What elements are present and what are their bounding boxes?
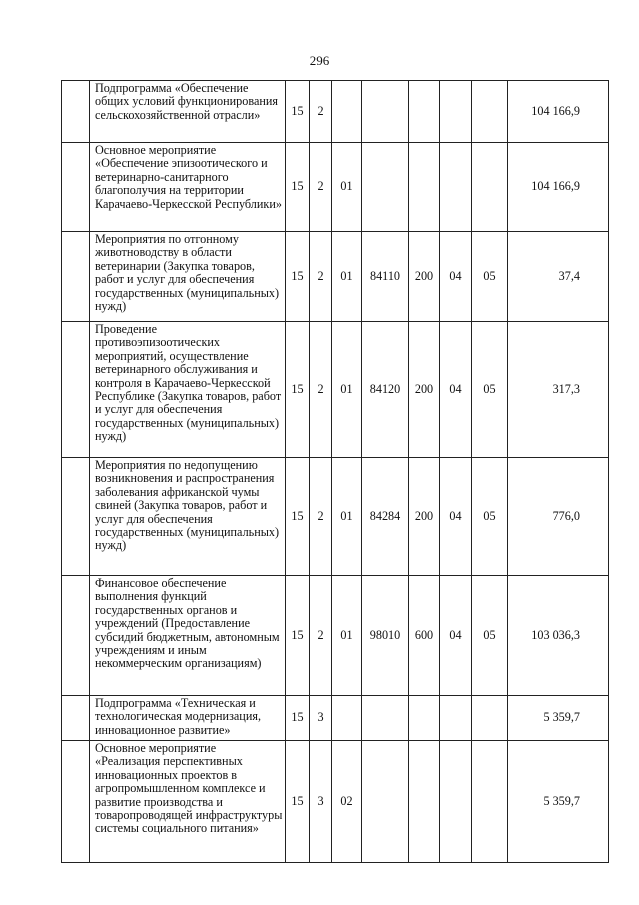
program-code: 15 xyxy=(286,143,310,232)
program-code: 15 xyxy=(286,696,310,741)
subsection-code: 05 xyxy=(472,322,508,458)
blank-cell xyxy=(62,232,90,322)
subprogram-code: 2 xyxy=(310,232,332,322)
table-row xyxy=(62,576,609,696)
amount: 317,3 xyxy=(508,322,609,458)
program-code: 15 xyxy=(286,458,310,576)
budget-table xyxy=(61,80,609,863)
direction-code xyxy=(362,81,409,143)
program-code: 15 xyxy=(286,232,310,322)
amount: 776,0 xyxy=(508,458,609,576)
subsection-code: 05 xyxy=(472,576,508,696)
subprogram-code: 3 xyxy=(310,741,332,863)
row-name: Проведение противоэпизоотических мероприятий, осуществление ветеринарного обслуживания и контроля в Карачаево-Черкесской Республике (Закупка товаров, работ и услуг для обеспечения государственных (муниципальных) нужд) xyxy=(90,322,286,458)
subprogram-code: 2 xyxy=(310,81,332,143)
row-name: Подпрограмма «Обеспечение общих условий функционирования сельскохозяйственной отрасли» xyxy=(90,81,286,143)
table-row xyxy=(62,322,609,458)
activity-code: 01 xyxy=(332,458,362,576)
program-code: 15 xyxy=(286,741,310,863)
table-body xyxy=(62,81,609,863)
blank-cell xyxy=(62,143,90,232)
table-row xyxy=(62,81,609,143)
table-row xyxy=(62,696,609,741)
section-code xyxy=(440,741,472,863)
program-code: 15 xyxy=(286,322,310,458)
activity-code: 01 xyxy=(332,576,362,696)
blank-cell xyxy=(62,81,90,143)
direction-code: 84120 xyxy=(362,322,409,458)
blank-cell xyxy=(62,322,90,458)
direction-code: 84284 xyxy=(362,458,409,576)
expense-type-code xyxy=(409,696,440,741)
program-code: 15 xyxy=(286,576,310,696)
subprogram-code: 2 xyxy=(310,143,332,232)
row-name: Мероприятия по недопущению возникновения и распространения заболевания африканской чумы свиней (Закупка товаров, работ и услуг для обеспечения государственных (муниципальных) нужд) xyxy=(90,458,286,576)
direction-code: 98010 xyxy=(362,576,409,696)
subprogram-code: 3 xyxy=(310,696,332,741)
row-name: Основное мероприятие «Реализация перспективных инновационных проектов в агропромышленном комплексе и развитие производства и товаропроводящей инфраструктуры системы социального питания» xyxy=(90,741,286,863)
activity-code: 01 xyxy=(332,143,362,232)
activity-code xyxy=(332,696,362,741)
amount: 103 036,3 xyxy=(508,576,609,696)
activity-code xyxy=(332,81,362,143)
table-row xyxy=(62,143,609,232)
subsection-code: 05 xyxy=(472,232,508,322)
row-name: Мероприятия по отгонному животноводству в области ветеринарии (Закупка товаров, работ и услуг для обеспечения государственных (муниципальных) нужд) xyxy=(90,232,286,322)
activity-code: 02 xyxy=(332,741,362,863)
direction-code xyxy=(362,741,409,863)
expense-type-code: 200 xyxy=(409,232,440,322)
subprogram-code: 2 xyxy=(310,322,332,458)
subprogram-code: 2 xyxy=(310,458,332,576)
expense-type-code: 200 xyxy=(409,458,440,576)
direction-code xyxy=(362,143,409,232)
row-name: Основное мероприятие «Обеспечение эпизоотического и ветеринарно-санитарного благополучия на территории Карачаево-Черкесской Республики» xyxy=(90,143,286,232)
section-code: 04 xyxy=(440,322,472,458)
blank-cell xyxy=(62,458,90,576)
section-code xyxy=(440,143,472,232)
subsection-code xyxy=(472,143,508,232)
subprogram-code: 2 xyxy=(310,576,332,696)
subsection-code xyxy=(472,696,508,741)
subsection-code: 05 xyxy=(472,458,508,576)
amount: 5 359,7 xyxy=(508,696,609,741)
section-code: 04 xyxy=(440,458,472,576)
expense-type-code: 200 xyxy=(409,322,440,458)
expense-type-code xyxy=(409,143,440,232)
expense-type-code xyxy=(409,741,440,863)
amount: 37,4 xyxy=(508,232,609,322)
section-code: 04 xyxy=(440,232,472,322)
expense-type-code: 600 xyxy=(409,576,440,696)
section-code xyxy=(440,81,472,143)
activity-code: 01 xyxy=(332,322,362,458)
direction-code: 84110 xyxy=(362,232,409,322)
page-number: 296 xyxy=(309,53,330,68)
table-row xyxy=(62,458,609,576)
program-code: 15 xyxy=(286,81,310,143)
table-row xyxy=(62,232,609,322)
section-code: 04 xyxy=(440,576,472,696)
activity-code: 01 xyxy=(332,232,362,322)
subsection-code xyxy=(472,741,508,863)
row-name: Финансовое обеспечение выполнения функций государственных органов и учреждений (Предоставление субсидий бюджетным, автономным учреждениям и иным некоммерческим организациям) xyxy=(90,576,286,696)
table-row xyxy=(62,741,609,863)
blank-cell xyxy=(62,741,90,863)
amount: 5 359,7 xyxy=(508,741,609,863)
direction-code xyxy=(362,696,409,741)
blank-cell xyxy=(62,576,90,696)
amount: 104 166,9 xyxy=(508,143,609,232)
blank-cell xyxy=(62,696,90,741)
row-name: Подпрограмма «Техническая и технологическая модернизация, инновационное развитие» xyxy=(90,696,286,741)
expense-type-code xyxy=(409,81,440,143)
amount: 104 166,9 xyxy=(508,81,609,143)
section-code xyxy=(440,696,472,741)
subsection-code xyxy=(472,81,508,143)
